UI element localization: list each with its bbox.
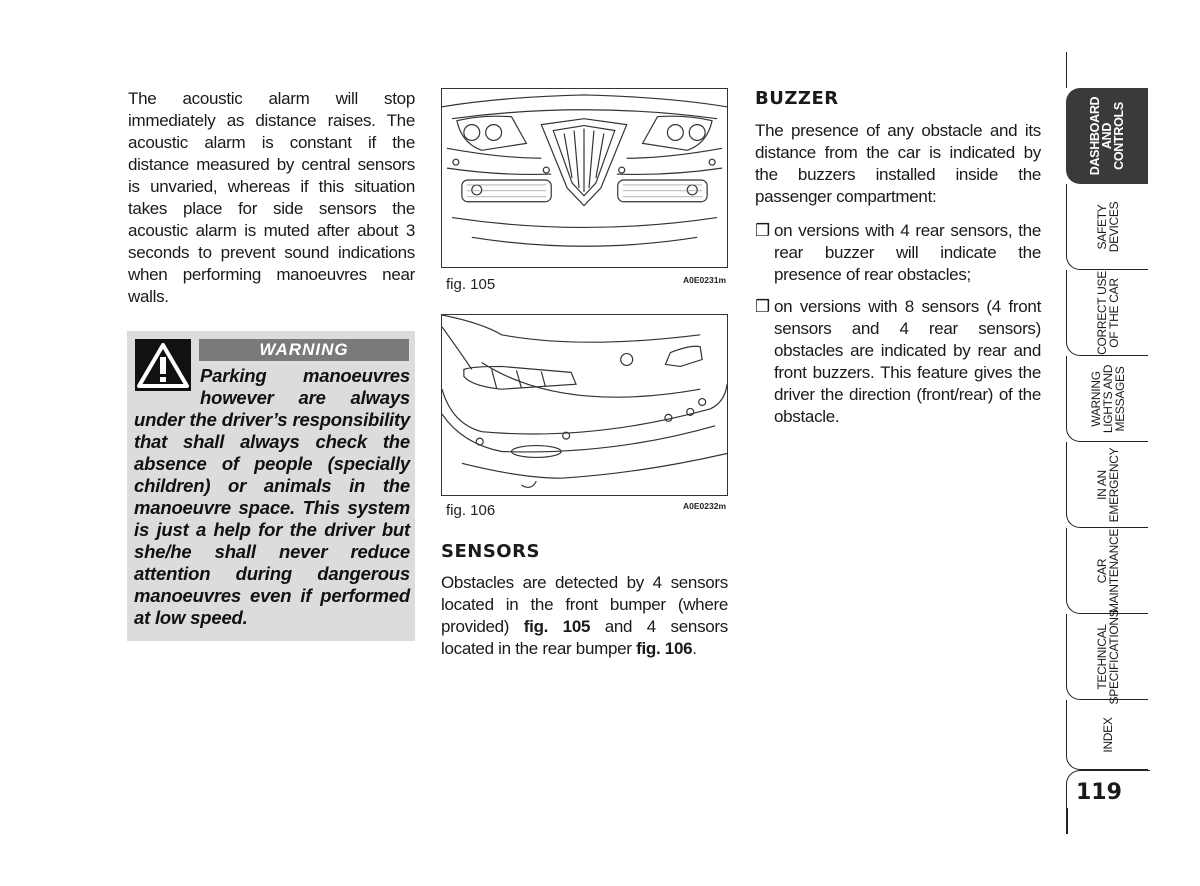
tab-label: IN AN EMERGENCY xyxy=(1094,447,1121,522)
tab-label: DASHBOARD AND CONTROLS xyxy=(1088,96,1126,176)
intro-paragraph: The acoustic alarm will stop immediately as distance raises. The acoustic alarm is constant if the distance measured by central sensors is unvaried, whereas if this situation takes place for side sensors the acoustic alarm is muted after about 3 seconds to prevent sound indications when performing manoeuvres near walls. xyxy=(128,89,415,306)
fig106-caption: fig. 106 xyxy=(446,502,496,519)
tab-label: CAR MAINTENANCE xyxy=(1094,528,1121,613)
warning-title: WARNING xyxy=(199,339,409,361)
buzzer-bullet-2 xyxy=(755,296,1041,428)
sensors-text-a: Obstacles are detected by 4 sensors located in the front bumper (where provided) xyxy=(441,573,728,636)
fig106-reference: fig. 106 xyxy=(636,639,693,658)
sensors-paragraph xyxy=(441,572,728,660)
tab-safety-devices[interactable] xyxy=(1066,184,1148,270)
tab-label: TECHNICAL SPECIFICATIONS xyxy=(1094,609,1121,704)
fig105-caption: fig. 105 xyxy=(446,276,496,293)
figure-105-front-bumper xyxy=(441,88,728,268)
tab-top-line xyxy=(1066,52,1148,88)
bullet-box-icon: ❒ xyxy=(755,221,770,240)
tab-car-maintenance[interactable] xyxy=(1066,528,1148,614)
page-number-frame-line xyxy=(1066,808,1068,834)
tab-technical-specifications[interactable] xyxy=(1066,609,1148,704)
chapter-tabs xyxy=(1066,52,1150,836)
sensors-text-c: . xyxy=(692,639,697,658)
tab-index[interactable] xyxy=(1066,700,1148,770)
fig105-code: A0E0231m xyxy=(683,275,727,285)
buzzer-heading: BUZZER xyxy=(755,88,839,109)
buzzer-bullet-1 xyxy=(755,220,1041,286)
warning-line-1: Parking manoeuvres xyxy=(200,365,410,386)
tab-label: WARNING LIGHTS AND MESSAGES xyxy=(1088,364,1127,433)
tab-label: INDEX xyxy=(1100,716,1115,753)
tab-dashboard-and-controls[interactable] xyxy=(1066,88,1148,184)
tab-correct-use[interactable] xyxy=(1066,270,1148,356)
tab-label: CORRECT USE OF THE CAR xyxy=(1094,270,1121,355)
buzzer-intro: The presence of any obstacle and its distance from the car is indicated by the buzzers installed inside the passenger compartment: xyxy=(755,121,1041,206)
bullet-2-text: on versions with 8 sensors (4 front sensors and 4 rear sensors) obstacles are indicated by rear and front buzzers. This feature gives the driver the direction (front/rear) of the obstacle. xyxy=(774,297,1041,426)
tab-emergency[interactable] xyxy=(1066,442,1148,528)
fig106-code: A0E0232m xyxy=(683,501,727,511)
warning-body: under the driver’s responsibility that shall always check the absence of people (specially children) or animals in the manoeuvre space. This system is just a help for the driver but she/he shall never reduce attention during dangerous manoeuvres even if performed at low speed. xyxy=(134,409,410,628)
sensors-text-b: and 4 sensors located in the rear bumper xyxy=(441,617,728,658)
fig105-reference: fig. 105 xyxy=(523,617,591,636)
tab-label: SAFETY DEVICES xyxy=(1094,201,1121,252)
sensors-heading: SENSORS xyxy=(441,541,540,562)
bullet-1-text: on versions with 4 rear sensors, the rear buzzer will indicate the presence of rear obstacles; xyxy=(774,221,1041,284)
tab-warning-lights[interactable] xyxy=(1066,356,1148,442)
bullet-box-icon: ❒ xyxy=(755,297,770,316)
warning-text xyxy=(134,365,410,629)
figure-106-rear-bumper xyxy=(441,314,728,496)
page-number: 119 xyxy=(1076,780,1122,805)
warning-line-2: however are always xyxy=(200,387,410,408)
warning-box xyxy=(127,331,415,641)
